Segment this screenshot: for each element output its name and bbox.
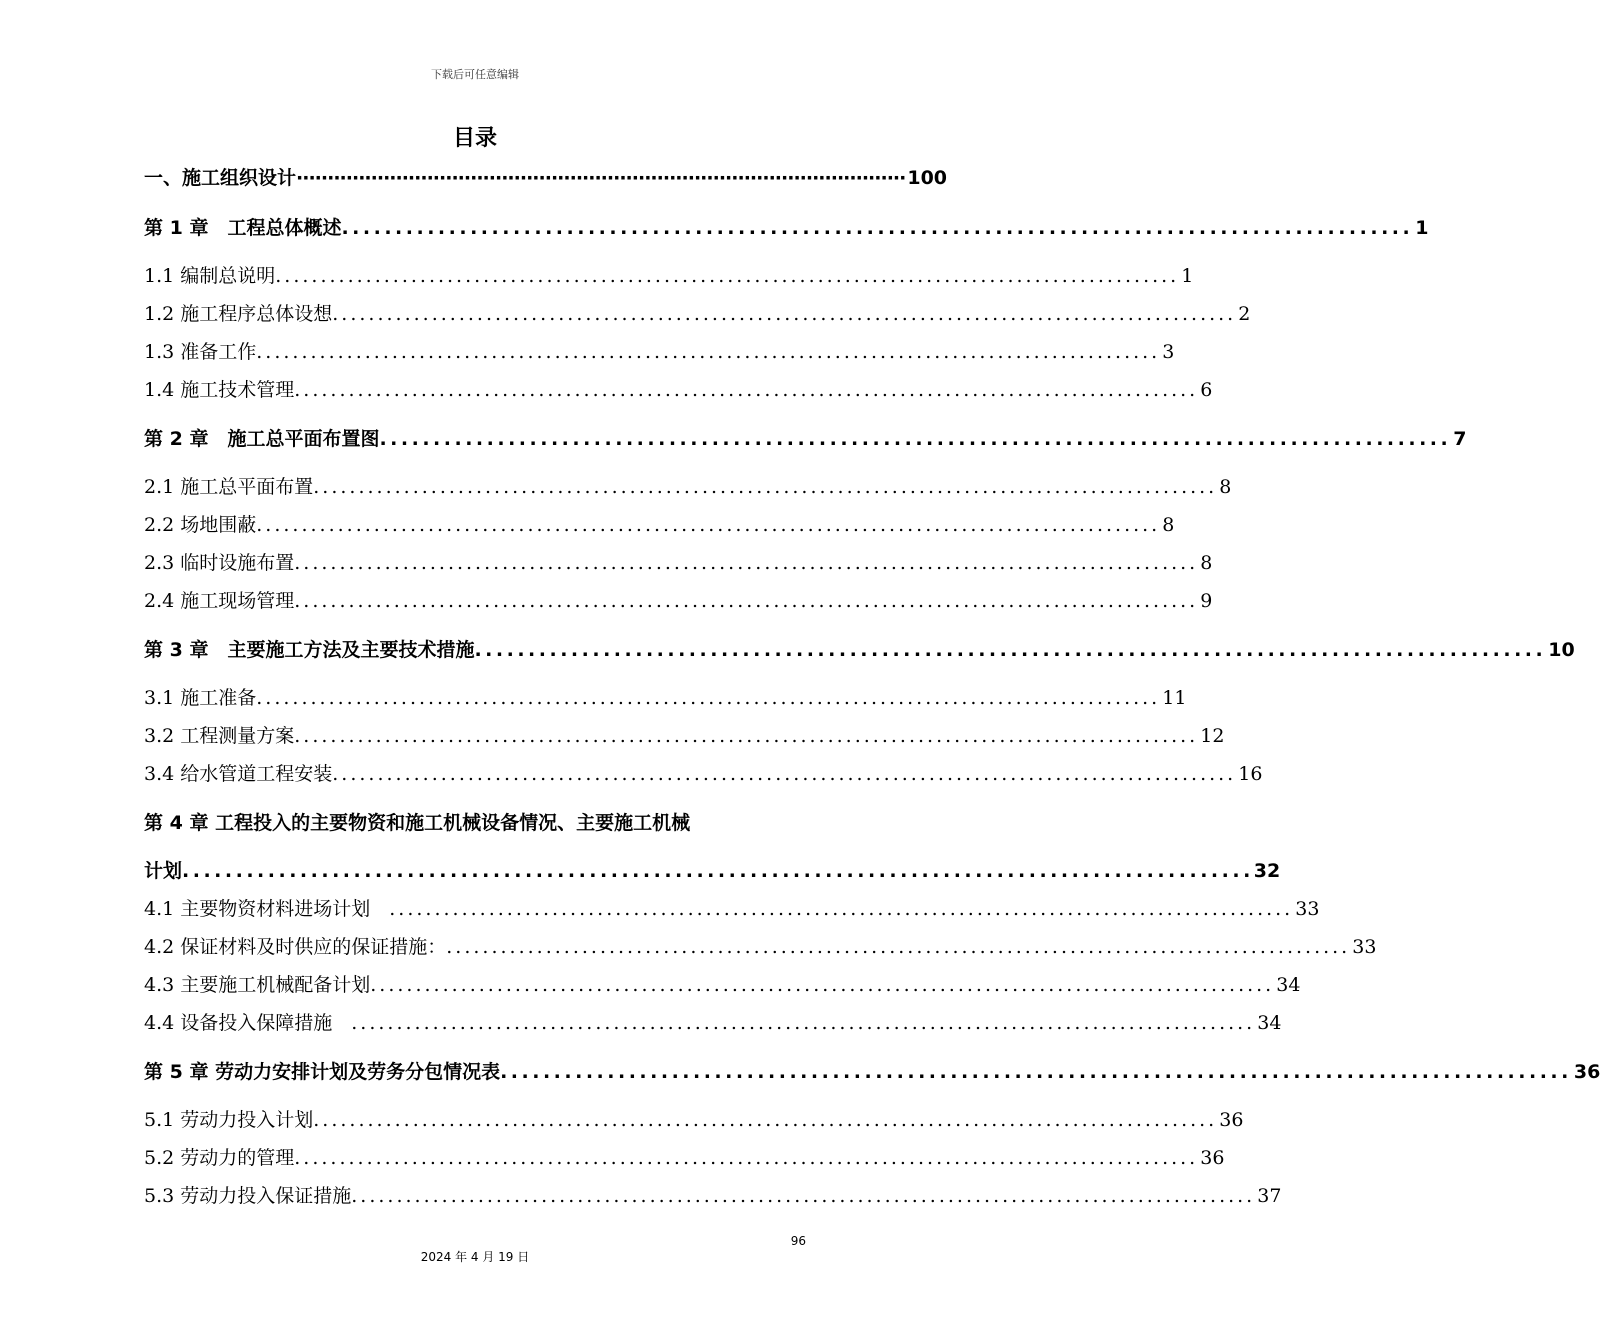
toc-entry-label: 5.2 劳动力的管理: [144, 1147, 295, 1169]
toc-entry-page: 9: [1200, 590, 1213, 612]
toc-entry-3-1[interactable]: [144, 683, 1187, 710]
footer-date: 2024 年 4 月 19 日: [420, 1250, 530, 1264]
toc-leader-dots: ....................................................................................................: [294, 725, 1199, 747]
toc-leader-dots: ....................................................................................................: [351, 1012, 1256, 1034]
toc-entry-label-line1: 第 4 章 工程投入的主要物资和施工机械设备情况、主要施工机械: [144, 812, 691, 834]
toc-entry-label: 4.4 设备投入保障措施: [144, 1012, 352, 1034]
toc-entry-page: 7: [1453, 428, 1467, 450]
toc-entry-chapter-1[interactable]: [144, 213, 1429, 240]
toc-entry-2-2[interactable]: [144, 510, 1175, 537]
toc-leader-dots: ....................................................................................................: [256, 341, 1161, 363]
toc-entry-chapter-3[interactable]: [144, 635, 1575, 662]
toc-entry-page: 6: [1200, 379, 1213, 401]
toc-entry-2-3[interactable]: [144, 548, 1213, 575]
toc-leader-dots: ....................................................................................................: [294, 1147, 1199, 1169]
toc-entry-page: 3: [1162, 341, 1175, 363]
toc-entry-page: 36: [1573, 1061, 1600, 1083]
toc-leader-dots: ....................................................................................................: [474, 639, 1547, 661]
toc-entry-page: 1: [1181, 265, 1194, 287]
toc-entry-page: 34: [1276, 974, 1301, 996]
toc-entry-label: 2.1 施工总平面布置: [144, 476, 314, 498]
toc-leader-dots: ....................................................................................................: [370, 974, 1275, 996]
toc-entry-label: 4.2 保证材料及时供应的保证措施：: [144, 936, 447, 958]
toc-leader-dots: ....................................................................................................: [294, 552, 1199, 574]
toc-entry-label-line2: 计划: [144, 860, 183, 882]
toc-leader-dots: ....................................................................................................: [256, 687, 1161, 709]
toc-entry-page: 16: [1238, 763, 1263, 785]
toc-entry-page: 12: [1200, 725, 1225, 747]
toc-entry-page: 8: [1162, 514, 1175, 536]
toc-entry-label: 4.3 主要施工机械配备计划: [144, 974, 371, 996]
toc-entry-label: 1.4 施工技术管理: [144, 379, 295, 401]
toc-entry-1-3[interactable]: [144, 337, 1175, 364]
toc-entry-label: 2.3 临时设施布置: [144, 552, 295, 574]
toc-entry-page: 1: [1415, 217, 1429, 239]
toc-entry-label: 3.4 给水管道工程安装: [144, 763, 333, 785]
toc-entry-label: 4.1 主要物资材料进场计划: [144, 898, 390, 920]
toc-entry-4-1[interactable]: [144, 894, 1320, 921]
toc-entry-4-3[interactable]: [144, 970, 1301, 997]
page-number: 96: [790, 1234, 806, 1248]
toc-entry-page: 33: [1352, 936, 1377, 958]
toc-entry-part-1[interactable]: [144, 163, 948, 190]
toc-entry-page: 33: [1295, 898, 1320, 920]
toc-entry-5-3[interactable]: [144, 1181, 1282, 1208]
toc-entry-2-4[interactable]: [144, 586, 1213, 613]
toc-leader-dots: ....................................................................................................: [294, 379, 1199, 401]
toc-entry-page: 37: [1257, 1185, 1282, 1207]
toc-entry-label: 2.2 场地围蔽: [144, 514, 257, 536]
toc-entry-page: 8: [1200, 552, 1213, 574]
toc-leader-dots: ....................................................................................................: [313, 1109, 1218, 1131]
toc-entry-page: 36: [1200, 1147, 1225, 1169]
toc-entry-3-4[interactable]: [144, 759, 1263, 786]
toc-entry-chapter-4[interactable]: [144, 808, 1281, 883]
toc-leader-dots: ....................................................................................................: [332, 763, 1237, 785]
toc-entry-page: 11: [1162, 687, 1187, 709]
toc-entry-5-1[interactable]: [144, 1105, 1244, 1132]
toc-entry-5-2[interactable]: [144, 1143, 1225, 1170]
toc-entry-page: 100: [907, 167, 948, 189]
toc-entry-label: 2.4 施工现场管理: [144, 590, 295, 612]
toc-entry-chapter-2[interactable]: [144, 424, 1467, 451]
toc-leader-dots: ....................................................................................................: [332, 303, 1237, 325]
toc-leader-dots: ....................................................................................................: [313, 476, 1218, 498]
toc-entry-1-2[interactable]: [144, 299, 1251, 326]
toc-entry-1-4[interactable]: [144, 375, 1213, 402]
toc-leader-dots: ....................................................................................................: [379, 428, 1452, 450]
toc-entry-chapter-5[interactable]: [144, 1057, 1600, 1084]
toc-leader-dots: ....................................................................................................: [294, 590, 1199, 612]
toc-entry-label: 1.3 准备工作: [144, 341, 257, 363]
toc-leader-dots: ....................................................................................................: [256, 514, 1161, 536]
toc-entry-label-line2-row: [144, 856, 1281, 883]
toc-entry-label: 第 1 章 工程总体概述: [144, 217, 342, 239]
toc-entry-label: 1.1 编制总说明: [144, 265, 276, 287]
toc-entry-label: 第 5 章 劳动力安排计划及劳务分包情况表: [144, 1061, 501, 1083]
toc-entry-page: 32: [1253, 860, 1281, 882]
toc-leader-dots: ....................................................................................................: [341, 217, 1414, 239]
toc-entry-label: 5.3 劳动力投入保证措施: [144, 1185, 352, 1207]
header-note: 下载后可任意编辑: [431, 68, 519, 81]
toc-entry-label: 3.1 施工准备: [144, 687, 257, 709]
toc-leader-dots: ....................................................................................................: [275, 265, 1180, 287]
toc-entry-label: 5.1 劳动力投入计划: [144, 1109, 314, 1131]
toc-entry-1-1[interactable]: [144, 261, 1194, 288]
toc-entry-4-4[interactable]: [144, 1008, 1282, 1035]
toc-entry-label: 1.2 施工程序总体设想: [144, 303, 333, 325]
toc-entry-page: 10: [1548, 639, 1575, 661]
toc-entry-page: 34: [1257, 1012, 1282, 1034]
toc-entry-label: 一、施工组织设计: [144, 167, 297, 189]
toc-leader-dots: ....................................................................................................: [446, 936, 1351, 958]
toc-entry-label: 第 3 章 主要施工方法及主要技术措施: [144, 639, 475, 661]
toc-entry-page: 2: [1238, 303, 1251, 325]
toc-entry-page: 36: [1219, 1109, 1244, 1131]
toc-leader-dots: ....................................................................................................: [389, 898, 1294, 920]
toc-entry-label: 3.2 工程测量方案: [144, 725, 295, 747]
toc-title: 目录: [452, 126, 497, 151]
toc-entry-3-2[interactable]: [144, 721, 1225, 748]
toc-entry-label: 第 2 章 施工总平面布置图: [144, 428, 380, 450]
toc-entry-4-2[interactable]: [144, 932, 1377, 959]
toc-entry-page: 8: [1219, 476, 1232, 498]
toc-leader-dots: ....................................................................................................: [351, 1185, 1256, 1207]
toc-entry-2-1[interactable]: [144, 472, 1232, 499]
toc-leader-dots: ....................................................................................................: [182, 860, 1254, 882]
toc-leader-dots: ··································································································: [296, 167, 906, 189]
toc-leader-dots: ....................................................................................................: [500, 1061, 1572, 1083]
